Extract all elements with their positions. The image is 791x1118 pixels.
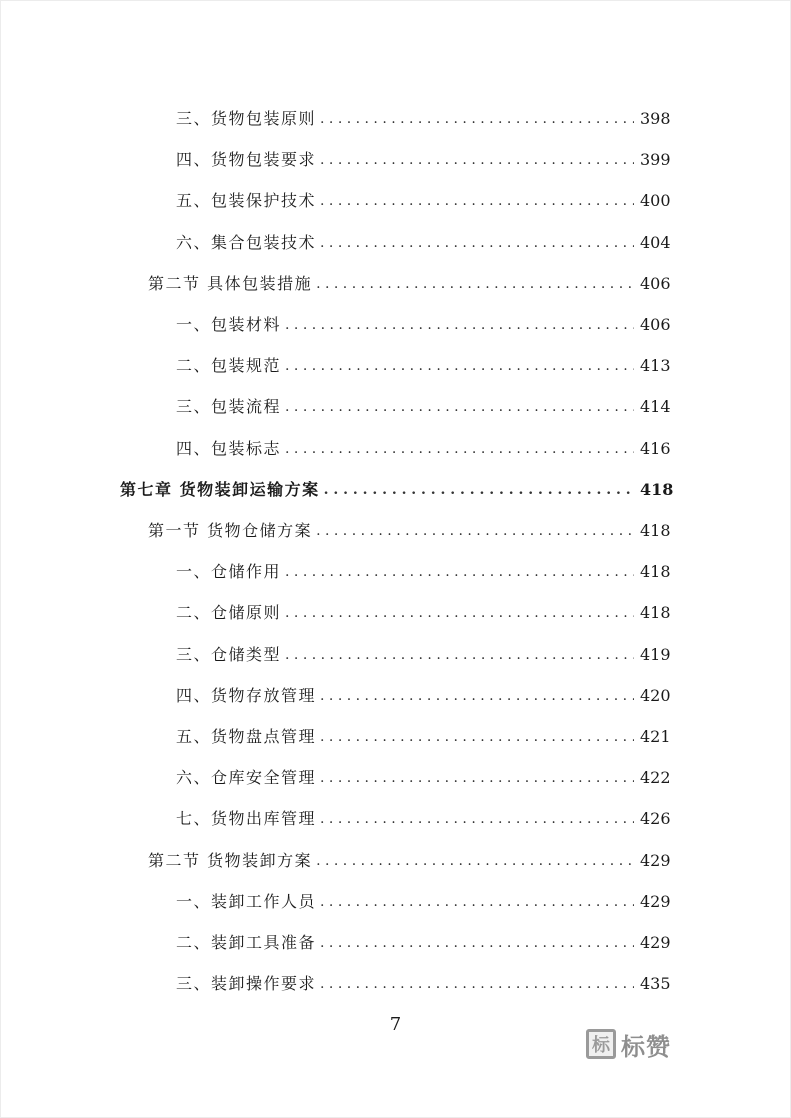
toc-entry-page: 429 <box>640 933 671 952</box>
toc-entry-page: 400 <box>640 191 671 211</box>
toc-entry-item[interactable] <box>176 717 670 757</box>
toc-dot-leader <box>285 346 634 386</box>
toc-dot-leader <box>320 140 634 180</box>
toc-entry-page: 398 <box>640 109 671 128</box>
toc-entry-title: 第一节 货物仓储方案 <box>148 521 313 540</box>
watermark-logo-icon: 标 <box>586 1029 616 1059</box>
toc-entry-title: 第二节 货物装卸方案 <box>148 850 313 870</box>
toc-entry-page: 406 <box>640 273 671 293</box>
toc-entry-item[interactable] <box>176 181 670 221</box>
toc-dot-leader <box>324 470 634 510</box>
toc-entry-page: 413 <box>640 356 671 376</box>
toc-entry-item[interactable] <box>176 387 670 427</box>
toc-entry-page: 420 <box>640 685 671 705</box>
toc-entry-page: 418 <box>640 562 671 582</box>
toc-entry-title: 三、包装流程 <box>176 397 282 417</box>
toc-dot-leader <box>320 964 634 1004</box>
toc-entry-page: 406 <box>640 315 671 334</box>
toc-entry-page: 429 <box>640 850 671 870</box>
toc-entry-item[interactable] <box>176 593 670 633</box>
toc-dot-leader <box>285 387 634 427</box>
toc-entry-title: 四、包装标志 <box>176 438 282 458</box>
toc-dot-leader <box>320 882 634 922</box>
toc-entry-item[interactable] <box>176 223 670 263</box>
toc-entry-page: 418 <box>640 603 671 623</box>
toc-entry-title: 一、仓储作用 <box>176 562 282 582</box>
toc-dot-leader <box>320 223 634 263</box>
toc-entry-item[interactable] <box>176 140 670 180</box>
toc-entry-item[interactable] <box>176 99 670 139</box>
toc-entry-title: 七、货物出库管理 <box>176 809 317 829</box>
toc-entry-page: 414 <box>640 397 671 417</box>
toc-dot-leader <box>316 511 634 551</box>
toc-entry-section[interactable] <box>148 264 670 304</box>
toc-entry-page: 435 <box>640 974 671 994</box>
toc-entry-title: 第二节 具体包装措施 <box>148 273 313 293</box>
toc-entry-item[interactable] <box>176 882 670 922</box>
toc-entry-page: 429 <box>640 891 671 911</box>
toc-entry-item[interactable] <box>176 923 670 963</box>
toc-dot-leader <box>316 264 634 304</box>
toc-entry-item[interactable] <box>176 305 670 345</box>
toc-dot-leader <box>316 841 634 881</box>
toc-entry-item[interactable] <box>176 799 670 839</box>
toc-dot-leader <box>320 676 634 716</box>
toc-entry-item[interactable] <box>176 964 670 1004</box>
toc-entry-title: 二、装卸工具准备 <box>176 933 317 952</box>
toc-entry-title: 二、仓储原则 <box>176 603 282 623</box>
toc-dot-leader <box>285 635 634 675</box>
toc-entry-section[interactable] <box>148 841 670 881</box>
toc-entry-title: 三、仓储类型 <box>176 644 282 664</box>
toc-entry-title: 一、装卸工作人员 <box>176 891 317 911</box>
toc-dot-leader <box>285 552 634 592</box>
toc-entry-item[interactable] <box>176 676 670 716</box>
toc-entry-title: 六、集合包装技术 <box>176 232 317 252</box>
toc-entry-page: 426 <box>640 809 671 829</box>
toc-entry-title: 六、仓库安全管理 <box>176 768 317 788</box>
watermark <box>586 1026 690 1062</box>
toc-entry-chapter[interactable] <box>120 470 674 510</box>
toc-dot-leader <box>320 923 634 963</box>
toc-dot-leader <box>320 717 634 757</box>
toc-entry-page: 418 <box>640 521 671 540</box>
toc-entry-item[interactable] <box>176 429 670 469</box>
toc-dot-leader <box>320 181 634 221</box>
toc-entry-title: 四、货物包装要求 <box>176 150 317 170</box>
toc-entry-title: 五、货物盘点管理 <box>176 727 317 746</box>
toc-entry-title: 二、包装规范 <box>176 356 282 376</box>
toc-entry-title: 五、包装保护技术 <box>176 191 317 211</box>
toc-entry-item[interactable] <box>176 758 670 798</box>
toc-entry-page: 399 <box>640 150 671 170</box>
toc-dot-leader <box>285 305 634 345</box>
toc-entry-page: 421 <box>640 727 671 746</box>
toc-entry-page: 419 <box>640 644 671 664</box>
toc-entry-item[interactable] <box>176 346 670 386</box>
toc-entry-item[interactable] <box>176 635 670 675</box>
watermark-text: 标赞 <box>621 1032 671 1061</box>
toc-entry-page: 404 <box>640 232 671 252</box>
toc-entry-page: 418 <box>640 479 674 499</box>
toc-entry-title: 第七章 货物装卸运输方案 <box>120 479 320 499</box>
toc-entry-section[interactable] <box>148 511 670 551</box>
toc-dot-leader <box>320 99 634 139</box>
toc-entry-page: 422 <box>640 768 671 788</box>
toc-dot-leader <box>285 429 634 469</box>
toc-entry-title: 三、货物包装原则 <box>176 109 317 128</box>
toc-dot-leader <box>320 799 634 839</box>
page-number: 7 <box>389 1014 402 1035</box>
toc-entry-item[interactable] <box>176 552 670 592</box>
toc-dot-leader <box>285 593 634 633</box>
toc-entry-title: 四、货物存放管理 <box>176 685 317 705</box>
toc-entry-title: 三、装卸操作要求 <box>176 974 317 994</box>
toc-entry-title: 一、包装材料 <box>176 315 282 334</box>
toc-entry-page: 416 <box>640 438 671 458</box>
toc-dot-leader <box>320 758 634 798</box>
